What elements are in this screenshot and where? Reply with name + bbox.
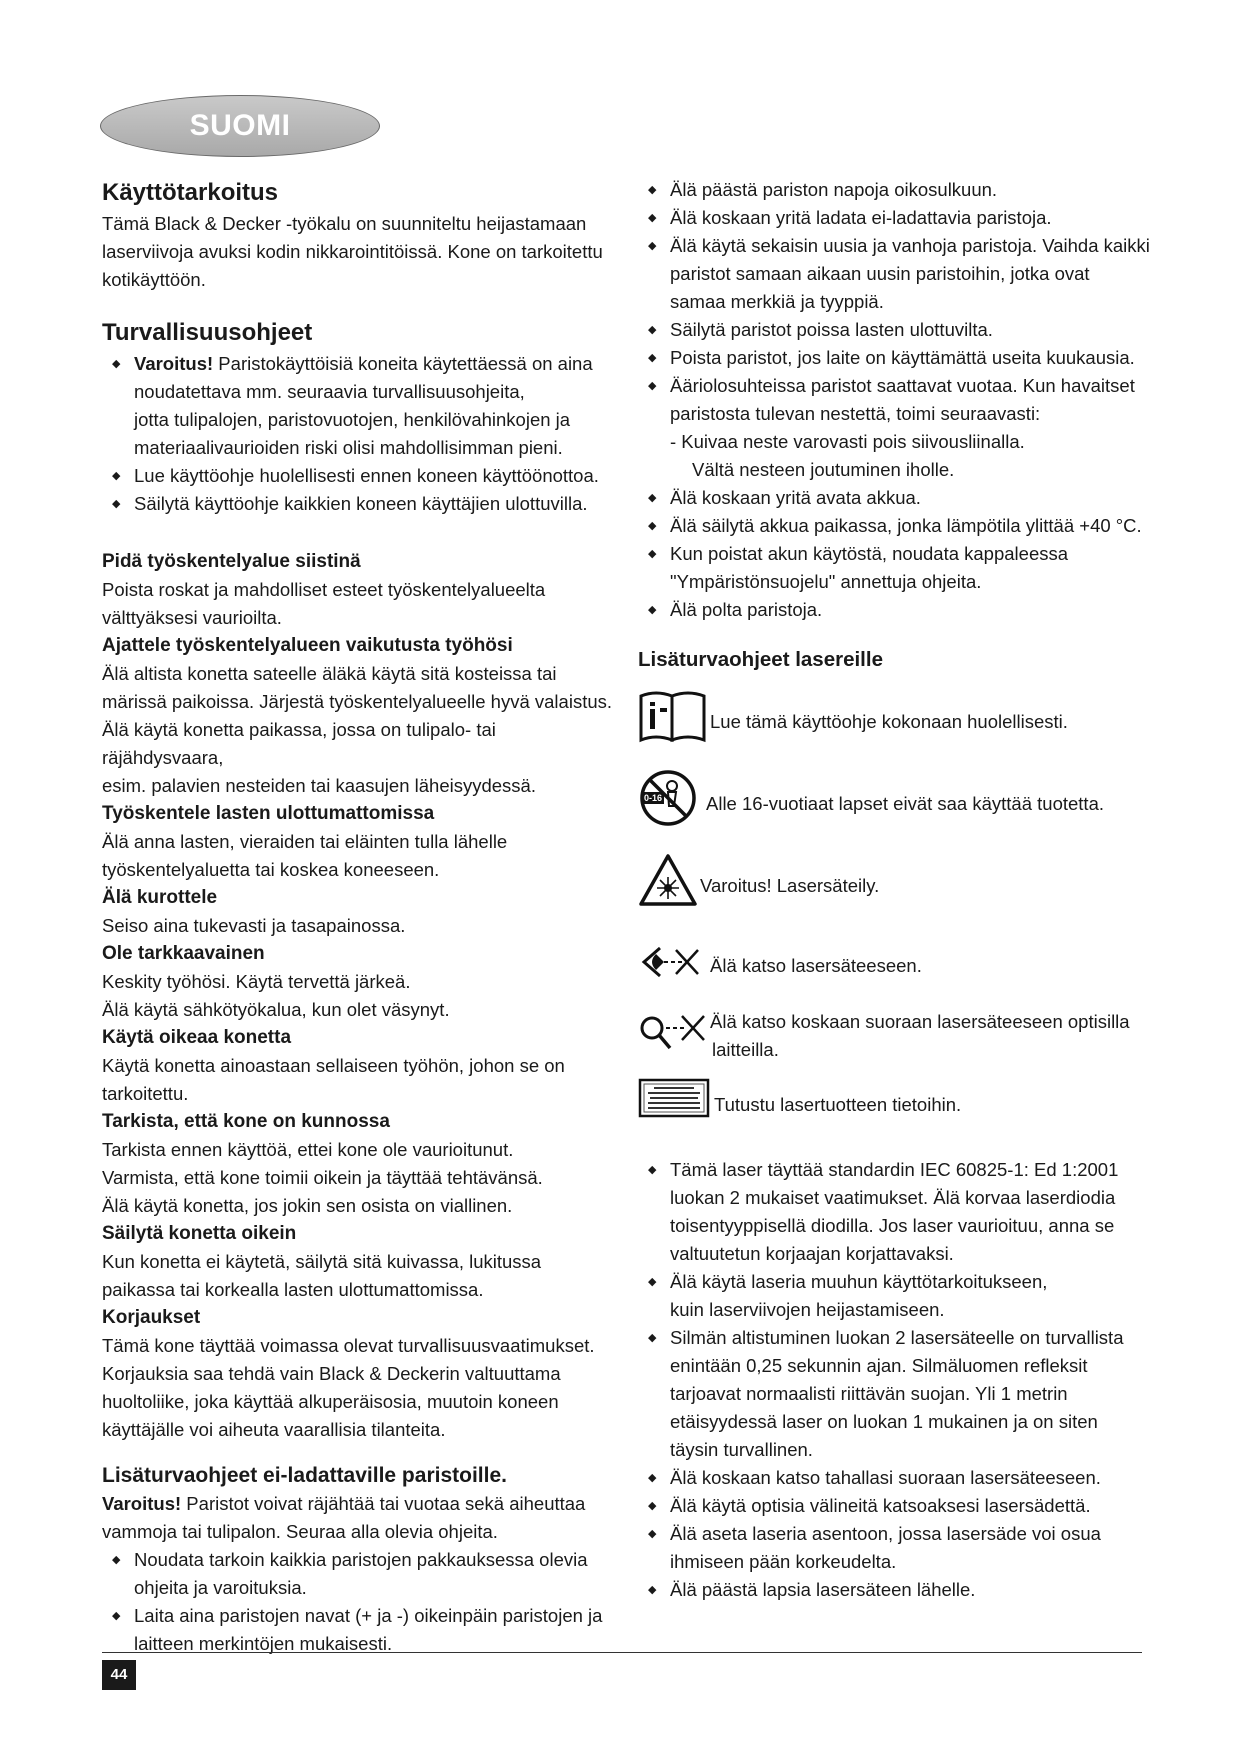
section-title: Säilytä konetta oikein: [102, 1223, 297, 1244]
list-item: ◆ Älä säilytä akkua paikassa, jonka lämpötila ylittää +40 °C.: [638, 512, 1158, 540]
list-item: ◆ Älä koskaan yritä ladata ei-ladattavia paristoja.: [638, 204, 1158, 232]
section-body: Käytä konetta ainoastaan sellaiseen työhön, johon se on tarkoitettu.: [102, 1055, 565, 1104]
section-title: Tarkista, että kone on kunnossa: [102, 1111, 390, 1132]
list-item: ◆ Säilytä paristot poissa lasten ulottuvilta.: [638, 316, 1158, 344]
list-item: ◆ Säilytä käyttöohje kaikkien koneen käyttäjien ulottuvilla.: [102, 490, 622, 518]
list-item: ◆ Älä käytä laseria muuhun käyttötarkoitukseen, kuin laserviivojen heijastamiseen.: [638, 1268, 1158, 1324]
batteries-warning: Varoitus! Paristot voivat räjähtää tai vuotaa sekä aiheuttaa vammoja tai tulipalon. Seuraa alla olevia ohjeita.: [102, 1493, 586, 1542]
section-body: Poista roskat ja mahdolliset esteet työskentelyalueelta välttyäksesi vaurioilta.: [102, 579, 546, 628]
list-item: ◆ Tämä laser täyttää standardin IEC 60825-1: Ed 1:2001 luokan 2 mukaiset vaatimukset. Älä korvaa laserdiodia toisentyyppisellä diodilla. Jos laser vaurioituu, anna se valtuutetun korjaajan korjattavaksi.: [638, 1156, 1158, 1268]
list-item: ◆ Silmän altistuminen luokan 2 lasersäteelle on turvallista enintään 0,25 sekunnin ajan. Silmäluomen refleksit tarjoavat normaalisti riittävän suojan. Yli 1 metrin etäisyydessä laser on luokan 1 mukainen ja on siten täysin turvallinen.: [638, 1324, 1158, 1464]
list-item: ◆ Varoitus! Paristokäyttöisiä koneita käytettäessä on aina noudatettava mm. seuraavia turvallisuusohjeita, jotta tulipalojen, paristovuotojen, henkilövahinkojen ja materiaalivaurioiden riski olisi mahdollisimman pieni.: [102, 350, 622, 462]
leak-steps: - Kuivaa neste varovasti pois siivousliinalla. Vältä nesteen joutuminen iholle.: [670, 431, 1025, 480]
section-body: Tarkista ennen käyttöä, ettei kone ole vaurioitunut. Varmista, että kone toimii oikein ja täyttää tehtävänsä. Älä käytä konetta, jos jokin sen osista on viallinen.: [102, 1139, 543, 1216]
list-item: ◆ Kun poistat akun käytöstä, noudata kappaleessa "Ympäristönsuojelu" annettuja ohjeita.: [638, 540, 1158, 596]
safety-title: Turvallisuusohjeet: [102, 319, 313, 346]
section-title: Älä kurottele: [102, 887, 218, 908]
list-item: ◆ Älä aseta laseria asentoon, jossa lasersäde voi osua ihmiseen pään korkeudelta.: [638, 1520, 1158, 1576]
list-item: ◆ Älä polta paristoja.: [638, 596, 1158, 624]
list-item: ◆ Älä päästä pariston napoja oikosulkuun.: [638, 176, 1158, 204]
list-item: ◆ Ääriolosuhteissa paristot saattavat vuotaa. Kun havaitset paristosta tulevan nestettä, toimi seuraavasti:: [638, 372, 1158, 428]
laser-title: Lisäturvaohjeet lasereille: [638, 648, 883, 671]
list-item: ◆ Noudata tarkoin kaikkia paristojen pakkauksessa olevia ohjeita ja varoituksia.: [102, 1546, 622, 1602]
battery-bullets-left: [102, 1546, 622, 1658]
list-item: ◆ Laita aina paristojen navat (+ ja -) oikeinpäin paristojen ja laitteen merkintöjen mukaisesti.: [102, 1602, 622, 1658]
section-body: Seiso aina tukevasti ja tasapainossa.: [102, 915, 406, 936]
laser-bullets: [638, 1156, 1158, 1604]
symbol-text: Varoitus! Lasersäteily.: [700, 875, 880, 896]
list-item: ◆ Älä käytä sekaisin uusia ja vanhoja paristoja. Vaihda kaikki paristot samaan aikaan uusin paristoihin, jotka ovat samaa merkkiä ja tyyppiä.: [638, 232, 1158, 316]
symbol-row-laser-label: [638, 1076, 1158, 1122]
list-item: ◆ Poista paristot, jos laite on käyttämättä useita kuukausia.: [638, 344, 1158, 372]
section-title: Käytä oikeaa konetta: [102, 1027, 292, 1048]
symbol-row-manual: [638, 688, 1158, 744]
symbol-row-laser-warning: [638, 852, 1158, 908]
safety-bullets: [102, 350, 622, 518]
list-item: ◆ Älä käytä optisia välineitä katsoaksesi lasersädettä.: [638, 1492, 1158, 1520]
section-body: Älä altista konetta sateelle äläkä käytä sitä kosteissa tai märissä paikoissa. Järjestä työskentelyalueelle hyvä valaistus. Älä käytä konetta paikassa, jossa on tulipalo- tai räjähdysvaara, esim. palavien nesteiden tai kaasujen läheisyydessä.: [102, 663, 613, 796]
section-title: Korjaukset: [102, 1307, 201, 1328]
list-item: ◆ Älä koskaan yritä avata akkua.: [638, 484, 1158, 512]
left-column: [102, 176, 622, 1658]
list-item: ◆ Lue käyttöohje huolellisesti ennen koneen käyttöönottoa.: [102, 462, 622, 490]
section-title: Ajattele työskentelyalueen vaikutusta työhösi: [102, 635, 513, 656]
workplace-sections: [102, 548, 622, 1444]
list-item: ◆ Älä koskaan katso tahallasi suoraan lasersäteeseen.: [638, 1464, 1158, 1492]
symbol-row-no-eye: [638, 932, 1158, 988]
footer-rule: [102, 1652, 1142, 1653]
section-title: Pidä työskentelyalue siistinä: [102, 551, 361, 572]
intended-use-body: Tämä Black & Decker -työkalu on suunniteltu heijastamaan laserviivoja avuksi kodin nikkarointitöissä. Kone on tarkoitettu kotikäyttöön.: [102, 213, 603, 290]
symbol-row-children: [638, 766, 1158, 830]
section-title: Ole tarkkaavainen: [102, 943, 265, 964]
section-body: Kun konetta ei käytetä, säilytä sitä kuivassa, lukitussa paikassa tai korkealla lasten ulottumattomissa.: [102, 1251, 542, 1300]
symbol-text: Tutustu lasertuotteen tietoihin.: [714, 1094, 962, 1115]
intended-use-title: Käyttötarkoitus: [102, 179, 279, 206]
no-children-icon: [638, 766, 698, 830]
section-title: Työskentele lasten ulottumattomissa: [102, 803, 435, 824]
list-item: ◆ Älä päästä lapsia lasersäteen lähelle.: [638, 1576, 1158, 1604]
symbol-text: Alle 16-vuotiaat lapset eivät saa käyttää tuotetta.: [706, 793, 1104, 814]
battery-bullets-right: [638, 176, 1158, 428]
language-tab: SUOMI: [100, 95, 380, 157]
symbol-text: Älä katso lasersäteeseen.: [710, 955, 922, 976]
right-column: [638, 176, 1158, 1604]
section-body: Keskity työhösi. Käytä tervettä järkeä. Älä käytä sähkötyökalua, kun olet väsynyt.: [102, 971, 450, 1020]
svg-text:0-16: 0-16: [643, 793, 663, 803]
laser-warning-icon: [638, 852, 698, 908]
laser-label-icon: [638, 1076, 714, 1122]
no-eye-beam-icon: [638, 932, 708, 988]
symbol-text: Älä katso koskaan suoraan lasersäteeseen optisilla laitteilla.: [710, 1011, 1130, 1060]
manual-icon: [638, 688, 708, 744]
section-body: Tämä kone täyttää voimassa olevat turvallisuusvaatimukset. Korjauksia saa tehdä vain Black & Deckerin valtuuttama huoltoliike, joka käyttää alkuperäisosia, muutoin koneen käyttäjälle voi aiheuta vaarallisia tilanteita.: [102, 1335, 595, 1440]
batteries-title: Lisäturvaohjeet ei-ladattaville paristoille.: [102, 1464, 507, 1487]
symbol-row-no-optics: [638, 1004, 1158, 1064]
no-optics-icon: [638, 1004, 710, 1060]
page-number: 44: [102, 1660, 136, 1690]
symbol-text: Lue tämä käyttöohje kokonaan huolellisesti.: [710, 711, 1068, 732]
section-body: Älä anna lasten, vieraiden tai eläinten tulla lähelle työskentelyaluetta tai koskea koneeseen.: [102, 831, 508, 880]
battery-bullets-right-2: [638, 484, 1158, 624]
